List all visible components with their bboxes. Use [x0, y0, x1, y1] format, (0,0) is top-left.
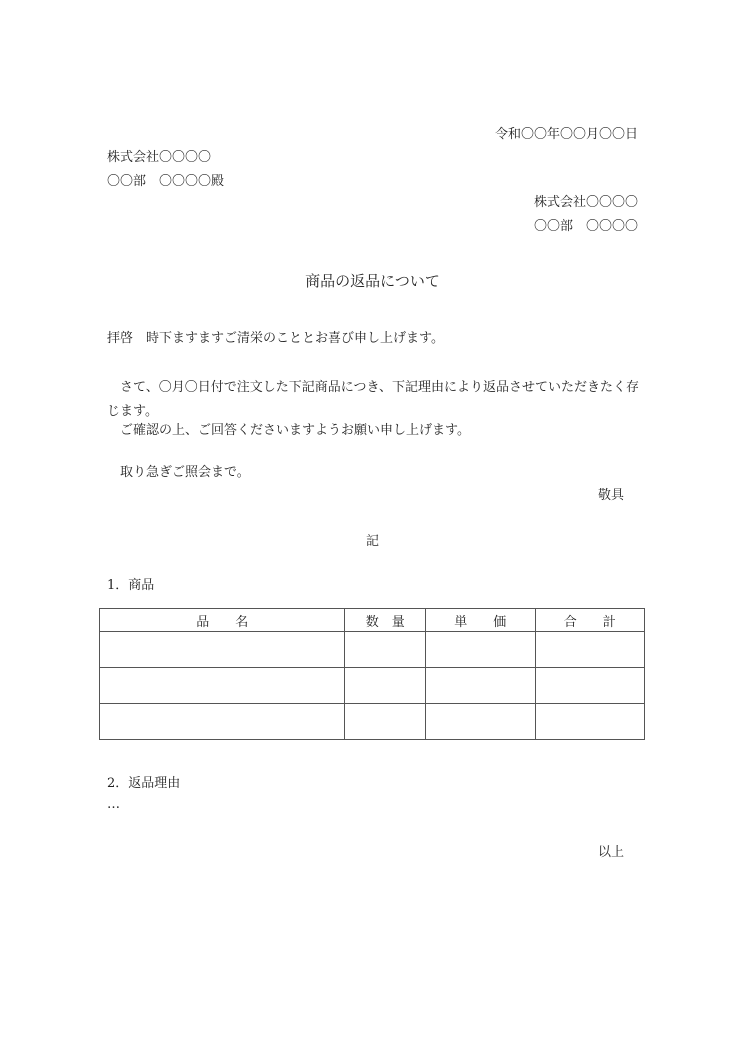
cell-item-name: [100, 668, 345, 704]
header-item-name: 品 名: [100, 609, 345, 632]
recipient-company: 株式会社〇〇〇〇: [107, 150, 212, 165]
goods-table: [99, 608, 645, 740]
sender-company: 株式会社〇〇〇〇: [533, 195, 638, 210]
cell-quantity: [345, 704, 426, 740]
closing-line: 取り急ぎご照会まで。: [107, 465, 250, 480]
table-row: [100, 704, 645, 740]
letter-date: 令和〇〇年〇〇月〇〇日: [494, 127, 638, 142]
table-row: [100, 632, 645, 668]
document-title: 商品の返品について: [305, 272, 440, 290]
cell-item-name: [100, 704, 345, 740]
closing-keigu: 敬具: [597, 488, 624, 503]
opening-greeting: 拝啓 時下ますますご清栄のこととお喜び申し上げます。: [107, 331, 444, 346]
section-goods-heading: 1．商品: [107, 578, 155, 593]
cell-unit-price: [426, 668, 535, 704]
table-header-row: [100, 609, 645, 632]
table-row: [100, 668, 645, 704]
header-quantity: 数 量: [345, 609, 426, 632]
ki-marker: 記: [365, 534, 379, 549]
return-reason-text: …: [107, 797, 120, 812]
cell-quantity: [345, 632, 426, 668]
body-paragraph-1: さて、〇月〇日付で注文した下記商品につき、下記理由により返品させていただきたく存じます。: [107, 380, 639, 419]
cell-unit-price: [426, 704, 535, 740]
recipient-department-person: 〇〇部 〇〇〇〇殿: [107, 174, 225, 189]
sender-department-person: 〇〇部 〇〇〇〇: [533, 219, 638, 234]
cell-total: [535, 668, 645, 704]
header-unit-price: 単 価: [426, 609, 535, 632]
header-total: 合 計: [535, 609, 645, 632]
body-paragraph-2: ご確認の上、ご回答くださいますようお願い申し上げます。: [107, 423, 470, 438]
end-marker: 以上: [597, 845, 624, 860]
cell-item-name: [100, 632, 345, 668]
cell-total: [535, 704, 645, 740]
cell-total: [535, 632, 645, 668]
cell-quantity: [345, 668, 426, 704]
section-reason-heading: 2．返品理由: [107, 776, 181, 791]
cell-unit-price: [426, 632, 535, 668]
